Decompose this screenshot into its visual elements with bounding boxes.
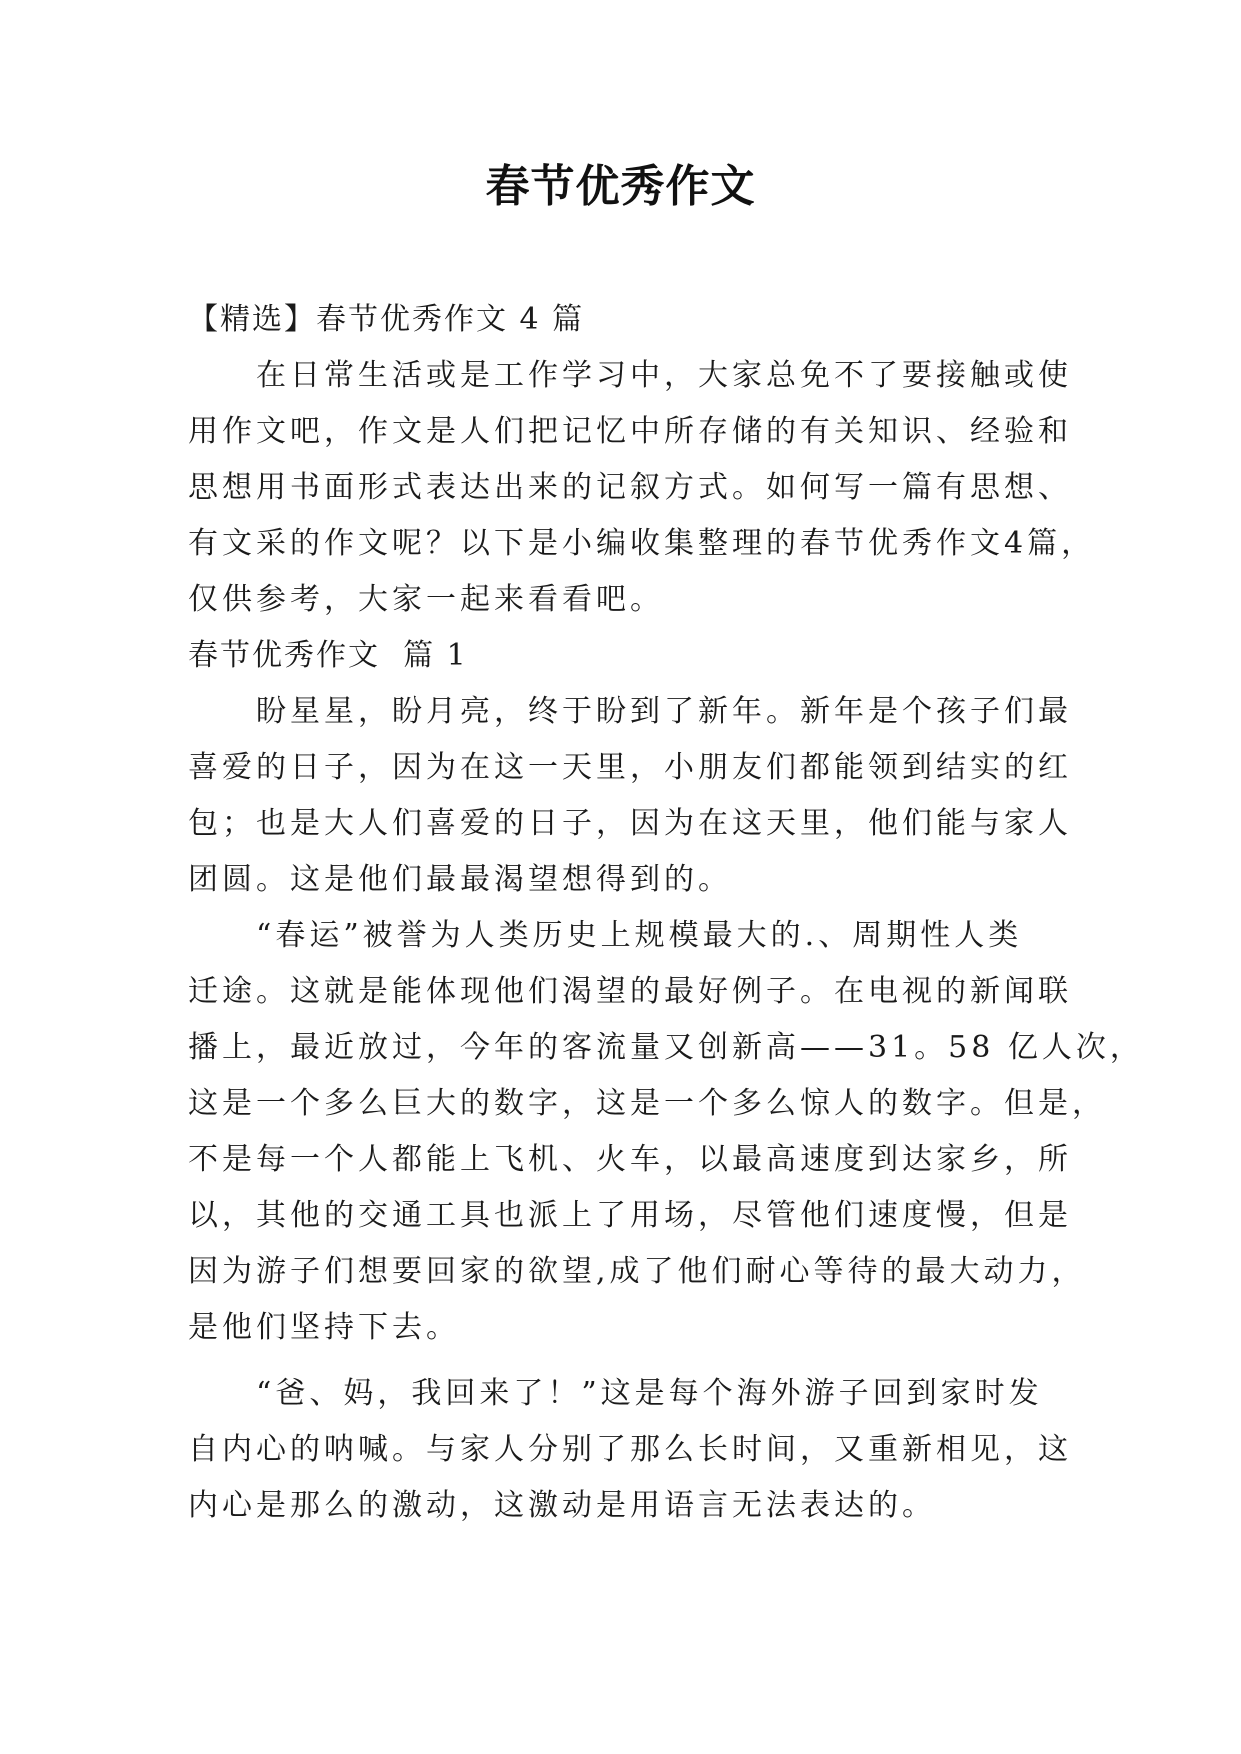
paragraph-line: 仅供参考，大家一起来看看吧。 (188, 582, 664, 617)
section-heading: 春节优秀作文 篇 1 (188, 638, 468, 673)
paragraph-line: 不是每一个人都能上飞机、火车，以最高速度到达家乡，所 (188, 1142, 1072, 1177)
essay-paragraph-1 (188, 684, 1072, 908)
paragraph-line: 内心是那么的激动，这激动是用语言无法表达的。 (188, 1488, 936, 1523)
essay-paragraph-3 (188, 1366, 1072, 1534)
paragraph-line: 包；也是大人们喜爱的日子，因为在这天里，他们能与家人 (188, 806, 1072, 841)
paragraph-line: 是他们坚持下去。 (188, 1310, 460, 1345)
paragraph-line: 思想用书面形式表达出来的记叙方式。如何写一篇有思想、 (188, 470, 1072, 505)
paragraph-line: “春运”被誉为人类历史上规模最大的.、周期性人类 (256, 918, 1023, 953)
document-body (188, 292, 1144, 1534)
paragraph-line: 有文采的作文呢？以下是小编收集整理的春节优秀作文4篇， (188, 526, 1096, 561)
paragraph-line: 自内心的呐喊。与家人分别了那么长时间，又重新相见，这 (188, 1432, 1072, 1467)
paragraph-spacer (188, 1356, 1068, 1366)
paragraph-line: 盼星星，盼月亮，终于盼到了新年。新年是个孩子们最 (256, 694, 1072, 729)
paragraph-line: 迁途。这就是能体现他们渴望的最好例子。在电视的新闻联 (188, 974, 1072, 1009)
essay-paragraph-2 (188, 908, 1144, 1356)
paragraph-line: 用作文吧，作文是人们把记忆中所存储的有关知识、经验和 (188, 414, 1072, 449)
document-title: 春节优秀作文 (485, 161, 756, 212)
paragraph-line: 播上，最近放过，今年的客流量又创新高——31。58 亿人次， (188, 1030, 1144, 1065)
document-subtitle: 【精选】春节优秀作文 4 篇 (188, 302, 585, 337)
paragraph-line: 在日常生活或是工作学习中，大家总免不了要接触或使 (256, 358, 1072, 393)
paragraph-line: 喜爱的日子，因为在这一天里，小朋友们都能领到结实的红 (188, 750, 1072, 785)
paragraph-line: 因为游子们想要回家的欲望,成了他们耐心等待的最大动力， (188, 1254, 1086, 1289)
intro-paragraph (188, 348, 1096, 628)
paragraph-line: 这是一个多么巨大的数字，这是一个多么惊人的数字。但是， (188, 1086, 1106, 1121)
paragraph-line: 以，其他的交通工具也派上了用场，尽管他们速度慢，但是 (188, 1198, 1072, 1233)
paragraph-line: 团圆。这是他们最最渴望想得到的。 (188, 862, 732, 897)
paragraph-line: “爸、妈，我回来了！”这是每个海外游子回到家时发 (256, 1376, 1043, 1411)
